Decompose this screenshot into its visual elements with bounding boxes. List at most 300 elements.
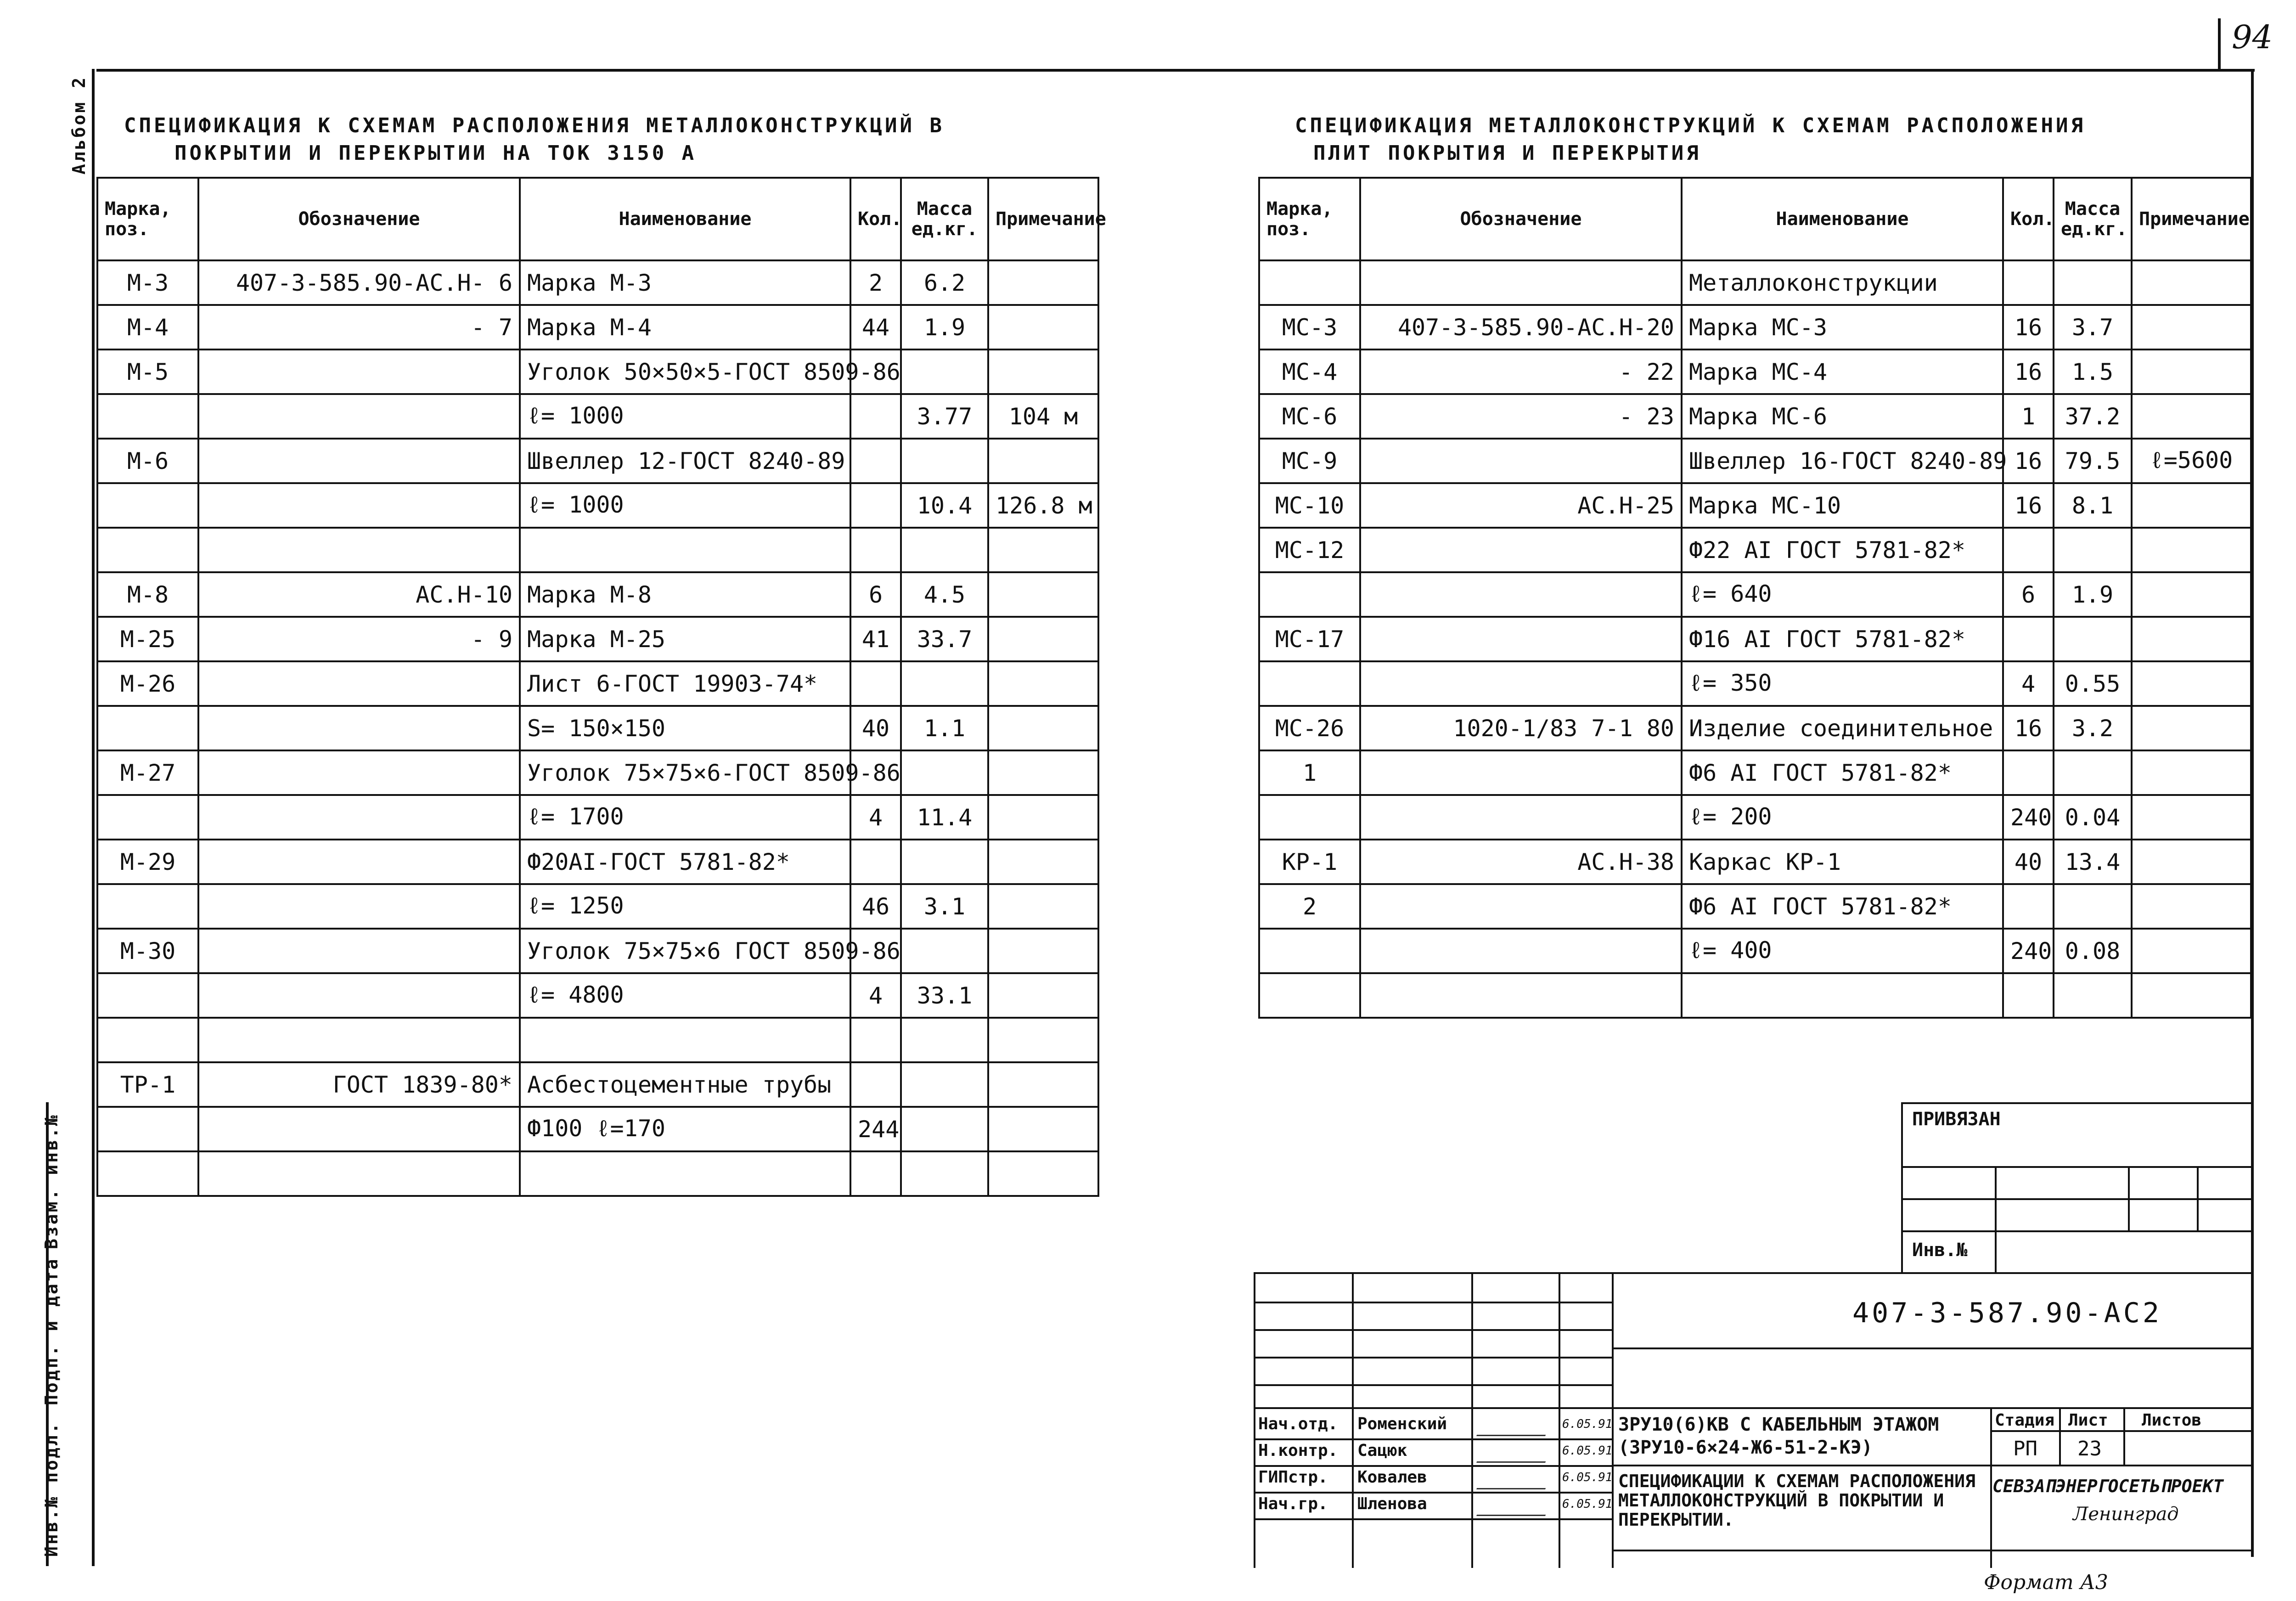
cell-designation: 1020-1/83 7-1 80: [1360, 706, 1682, 750]
staff-row: [1255, 1438, 1614, 1467]
staff-role: ГИПстр.: [1258, 1468, 1328, 1487]
cell-qty: [850, 1062, 901, 1107]
cell-note: ℓ=5600: [2132, 439, 2251, 483]
cell-mass: 13.4: [2054, 840, 2132, 884]
staff-row: [1255, 1492, 1614, 1520]
cell-qty: 4: [850, 795, 901, 840]
cell-qty: 16: [2003, 483, 2054, 528]
cell-designation: [198, 661, 520, 706]
cell-qty: 6: [2003, 572, 2054, 617]
cell-name: Марка МС-3: [1682, 305, 2003, 350]
cell-designation: [198, 795, 520, 840]
cell-qty: [2003, 260, 2054, 305]
cell-name: ℓ= 400: [1682, 929, 2003, 973]
cell-designation: [198, 750, 520, 795]
cell-designation: [1360, 973, 1682, 1018]
cell-qty: [850, 394, 901, 439]
header-note: Примечание: [2132, 178, 2251, 260]
cell-name: Марка МС-6: [1682, 394, 2003, 439]
cell-mark: МС-26: [1259, 706, 1360, 750]
cell-designation: [198, 929, 520, 973]
cell-note: [988, 840, 1098, 884]
cell-mass: [901, 528, 988, 572]
cell-qty: [2003, 617, 2054, 661]
cell-name: Ф6 АI ГОСТ 5781-82*: [1682, 884, 2003, 929]
cell-note: [2132, 884, 2251, 929]
cell-name: Асбестоцементные трубы: [520, 1062, 850, 1107]
cell-note: [2132, 483, 2251, 528]
cell-designation: [1360, 750, 1682, 795]
cell-qty: [2003, 528, 2054, 572]
table-row: [97, 661, 1098, 706]
header-mass: Масса ед.кг.: [2054, 178, 2132, 260]
cell-mass: 1.9: [2054, 572, 2132, 617]
table-row: [97, 750, 1098, 795]
cell-note: [988, 973, 1098, 1018]
cell-mass: [901, 661, 988, 706]
table-row: [97, 1018, 1098, 1062]
cell-designation: [1360, 528, 1682, 572]
cell-qty: 16: [2003, 305, 2054, 350]
table-row: [1259, 350, 2251, 394]
cell-name: ℓ= 350: [1682, 661, 2003, 706]
table-row: [97, 840, 1098, 884]
cell-designation: [198, 350, 520, 394]
cell-mass: [2054, 750, 2132, 795]
staff-name: Ковалев: [1357, 1468, 1427, 1487]
table-row: [1259, 661, 2251, 706]
cell-designation: - 7: [198, 305, 520, 350]
cell-mark: [97, 528, 198, 572]
cell-mass: 1.9: [901, 305, 988, 350]
cell-mass: [901, 439, 988, 483]
staff-name: Шленова: [1357, 1494, 1427, 1513]
staff-name: Сацюк: [1357, 1441, 1407, 1460]
cell-note: [2132, 394, 2251, 439]
cell-note: [988, 305, 1098, 350]
table-row: [1259, 439, 2251, 483]
table-row: [1259, 929, 2251, 973]
cell-qty: [2003, 884, 2054, 929]
cell-mark: М-6: [97, 439, 198, 483]
cell-note: [2132, 750, 2251, 795]
cell-designation: АС.Н-10: [198, 572, 520, 617]
cell-mark: 1: [1259, 750, 1360, 795]
cell-name: Марка М-25: [520, 617, 850, 661]
cell-mass: 1.1: [901, 706, 988, 750]
cell-designation: ГОСТ 1839-80*: [198, 1062, 520, 1107]
cell-note: [2132, 305, 2251, 350]
table-row: [97, 884, 1098, 929]
right-spec-title-1: СПЕЦИФИКАЦИЯ МЕТАЛЛОКОНСТРУКЦИЙ К СХЕМАМ РАСПОЛОЖЕНИЯ: [1295, 114, 2086, 137]
cell-mark: [1259, 973, 1360, 1018]
cell-note: [2132, 528, 2251, 572]
staff-signature: [1476, 1494, 1553, 1516]
cell-name: Марка М-4: [520, 305, 850, 350]
cell-mass: [901, 350, 988, 394]
cell-qty: 16: [2003, 439, 2054, 483]
cell-qty: [850, 1151, 901, 1196]
cell-designation: [1360, 617, 1682, 661]
cell-mark: 2: [1259, 884, 1360, 929]
cell-mark: [1259, 795, 1360, 840]
table-row: [1259, 706, 2251, 750]
staff-date: 6.05.91: [1562, 1417, 1613, 1431]
page-number: 94: [2232, 18, 2273, 56]
header-mark: Марка, поз.: [1259, 178, 1360, 260]
staff-name: Роменский: [1357, 1415, 1447, 1433]
cell-designation: [1360, 929, 1682, 973]
cell-note: [2132, 929, 2251, 973]
cell-mark: [97, 973, 198, 1018]
album-label: Альбом 2: [69, 75, 89, 175]
cell-mass: 79.5: [2054, 439, 2132, 483]
cell-mark: [1259, 929, 1360, 973]
privyazan-label: ПРИВЯЗАН: [1912, 1109, 2001, 1130]
table-row: [1259, 884, 2251, 929]
cell-designation: [1360, 572, 1682, 617]
cell-designation: [198, 706, 520, 750]
staff-date: 6.05.91: [1562, 1471, 1613, 1484]
cell-mass: [2054, 260, 2132, 305]
cell-note: 104 м: [988, 394, 1098, 439]
cell-designation: - 9: [198, 617, 520, 661]
object-name: ЗРУ10(6)КВ С КАБЕЛЬНЫМ ЭТАЖОМ: [1618, 1414, 1939, 1435]
cell-designation: [198, 1018, 520, 1062]
page-number-separator: [2218, 18, 2221, 69]
header-mark: Марка, поз.: [97, 178, 198, 260]
cell-qty: 16: [2003, 350, 2054, 394]
stage-value: РП: [2013, 1437, 2037, 1460]
cell-qty: 1: [2003, 394, 2054, 439]
cell-designation: [198, 394, 520, 439]
staff-date: 6.05.91: [1562, 1444, 1613, 1458]
table-row: [97, 260, 1098, 305]
cell-note: [988, 750, 1098, 795]
cell-name: ℓ= 1000: [520, 394, 850, 439]
cell-qty: 244: [850, 1107, 901, 1151]
table-row: [1259, 840, 2251, 884]
cell-mark: МС-12: [1259, 528, 1360, 572]
cell-mass: [901, 840, 988, 884]
cell-qty: 40: [850, 706, 901, 750]
cell-mass: [2054, 528, 2132, 572]
header-designation: Обозначение: [198, 178, 520, 260]
doc-code: 407-3-587.90-АС2: [1852, 1297, 2162, 1329]
table-row: [97, 350, 1098, 394]
cell-qty: [850, 483, 901, 528]
header-note: Примечание: [988, 178, 1098, 260]
table-row: [97, 305, 1098, 350]
title-block: [1254, 1272, 2253, 1568]
cell-note: [2132, 661, 2251, 706]
podp-data-label: Подп. и дата: [41, 1257, 62, 1405]
cell-designation: [198, 528, 520, 572]
cell-designation: 407-3-585.90-АС.Н- 6: [198, 260, 520, 305]
cell-designation: [198, 1151, 520, 1196]
cell-qty: 240: [2003, 929, 2054, 973]
cell-qty: 40: [2003, 840, 2054, 884]
cell-name: Марка М-3: [520, 260, 850, 305]
cell-mark: [97, 1107, 198, 1151]
table-row: [97, 795, 1098, 840]
table-row: [97, 439, 1098, 483]
cell-name: ℓ= 1250: [520, 884, 850, 929]
left-header-row: [97, 178, 1098, 260]
staff-row: [1255, 1412, 1614, 1440]
right-spec-title-2: ПЛИТ ПОКРЫТИЯ И ПЕРЕКРЫТИЯ: [1313, 141, 1701, 165]
cell-qty: [850, 528, 901, 572]
cell-designation: АС.Н-25: [1360, 483, 1682, 528]
cell-name: Ф6 АI ГОСТ 5781-82*: [1682, 750, 2003, 795]
table-row: [97, 572, 1098, 617]
cell-mark: [97, 706, 198, 750]
cell-mass: 3.7: [2054, 305, 2132, 350]
table-row: [97, 1151, 1098, 1196]
cell-note: 126.8 м: [988, 483, 1098, 528]
table-row: [1259, 750, 2251, 795]
cell-name: Уголок 75×75×6-ГОСТ 8509-86: [520, 750, 850, 795]
cell-name: ℓ= 640: [1682, 572, 2003, 617]
cell-mark: М-3: [97, 260, 198, 305]
table-row: [1259, 305, 2251, 350]
cell-note: [988, 617, 1098, 661]
header-designation: Обозначение: [1360, 178, 1682, 260]
cell-designation: [198, 840, 520, 884]
table-row: [1259, 260, 2251, 305]
cell-mark: КР-1: [1259, 840, 1360, 884]
cell-qty: 46: [850, 884, 901, 929]
cell-mark: МС-3: [1259, 305, 1360, 350]
cell-designation: [198, 884, 520, 929]
cell-mass: [901, 750, 988, 795]
cell-mark: М-8: [97, 572, 198, 617]
cell-name: Швеллер 12-ГОСТ 8240-89: [520, 439, 850, 483]
header-qty: Кол.: [2003, 178, 2054, 260]
cell-name: Металлоконструкции: [1682, 260, 2003, 305]
cell-name: Уголок 75×75×6 ГОСТ 8509-86: [520, 929, 850, 973]
cell-mass: [901, 1018, 988, 1062]
cell-qty: [2003, 750, 2054, 795]
cell-mass: 0.08: [2054, 929, 2132, 973]
cell-name: Швеллер 16-ГОСТ 8240-89: [1682, 439, 2003, 483]
cell-name: Марка М-8: [520, 572, 850, 617]
staff-signature: [1476, 1467, 1553, 1489]
cell-qty: 6: [850, 572, 901, 617]
cell-qty: [850, 439, 901, 483]
right-spec-table: [1258, 177, 2252, 1019]
cell-name: Ф22 АI ГОСТ 5781-82*: [1682, 528, 2003, 572]
table-row: [97, 483, 1098, 528]
cell-qty: 44: [850, 305, 901, 350]
cell-designation: [198, 483, 520, 528]
cell-mass: 11.4: [901, 795, 988, 840]
cell-mass: 3.2: [2054, 706, 2132, 750]
cell-note: [988, 350, 1098, 394]
cell-mass: [2054, 617, 2132, 661]
sheets-label: Листов: [2142, 1411, 2202, 1430]
cell-designation: [198, 1107, 520, 1151]
cell-mark: М-4: [97, 305, 198, 350]
cell-name: [520, 1151, 850, 1196]
cell-designation: 407-3-585.90-АС.Н-20: [1360, 305, 1682, 350]
cell-mass: 10.4: [901, 483, 988, 528]
cell-mark: МС-6: [1259, 394, 1360, 439]
table-row: [97, 394, 1098, 439]
cell-mass: 33.7: [901, 617, 988, 661]
staff-signature: [1476, 1440, 1553, 1463]
city: Ленинград: [2073, 1504, 2179, 1525]
cell-note: [2132, 617, 2251, 661]
staff-row: [1255, 1465, 1614, 1494]
cell-note: [988, 439, 1098, 483]
table-row: [1259, 617, 2251, 661]
format-label: Формат А3: [1984, 1571, 2108, 1594]
cell-note: [988, 528, 1098, 572]
cell-qty: 240: [2003, 795, 2054, 840]
cell-mark: [1259, 661, 1360, 706]
cell-mark: М-29: [97, 840, 198, 884]
cell-qty: 4: [2003, 661, 2054, 706]
left-spec-title-2: ПОКРЫТИИ И ПЕРЕКРЫТИИ НА ТОК 3150 А: [174, 141, 697, 165]
cell-mass: 0.04: [2054, 795, 2132, 840]
cell-designation: - 22: [1360, 350, 1682, 394]
cell-designation: [1360, 884, 1682, 929]
cell-name: Марка МС-4: [1682, 350, 2003, 394]
cell-name: Ф100 ℓ=170: [520, 1107, 850, 1151]
cell-mark: М-25: [97, 617, 198, 661]
cell-qty: [2003, 973, 2054, 1018]
table-row: [97, 929, 1098, 973]
cell-note: [2132, 260, 2251, 305]
cell-mark: М-27: [97, 750, 198, 795]
cell-name: [520, 1018, 850, 1062]
cell-name: Изделие соединительное: [1682, 706, 2003, 750]
frame-left-line: [92, 69, 95, 1566]
cell-note: [988, 795, 1098, 840]
cell-name: Марка МС-10: [1682, 483, 2003, 528]
table-row: [97, 528, 1098, 572]
cell-note: [988, 706, 1098, 750]
table-row: [1259, 483, 2251, 528]
cell-note: [2132, 572, 2251, 617]
cell-designation: [1360, 661, 1682, 706]
cell-mass: 0.55: [2054, 661, 2132, 706]
cell-note: [2132, 706, 2251, 750]
cell-designation: АС.Н-38: [1360, 840, 1682, 884]
cell-name: Ф16 АI ГОСТ 5781-82*: [1682, 617, 2003, 661]
sheet-value: 23: [2077, 1437, 2102, 1460]
cell-mass: 1.5: [2054, 350, 2132, 394]
header-qty: Кол.: [850, 178, 901, 260]
cell-qty: [850, 840, 901, 884]
cell-designation: [1360, 260, 1682, 305]
cell-name: S= 150×150: [520, 706, 850, 750]
cell-note: [988, 1151, 1098, 1196]
cell-name: ℓ= 4800: [520, 973, 850, 1018]
cell-note: [2132, 973, 2251, 1018]
table-row: [97, 973, 1098, 1018]
cell-name: Уголок 50×50×5-ГОСТ 8509-86: [520, 350, 850, 394]
cell-mark: [97, 1018, 198, 1062]
cell-note: [988, 1018, 1098, 1062]
cell-mark: [97, 394, 198, 439]
sheet-title: СПЕЦИФИКАЦИИ К СХЕМАМ РАСПОЛОЖЕНИЯ МЕТАЛЛОКОНСТРУКЦИЙ В ПОКРЫТИИ И ПЕРЕКРЫТИИ.: [1618, 1471, 1975, 1530]
cell-mass: [2054, 973, 2132, 1018]
cell-name: ℓ= 200: [1682, 795, 2003, 840]
cell-mark: [97, 483, 198, 528]
cell-mark: МС-17: [1259, 617, 1360, 661]
cell-mark: [97, 884, 198, 929]
cell-name: Лист 6-ГОСТ 19903-74*: [520, 661, 850, 706]
privyazan-inv-label: Инв.№: [1912, 1240, 1968, 1261]
cell-designation: - 23: [1360, 394, 1682, 439]
cell-note: [988, 929, 1098, 973]
cell-note: [988, 572, 1098, 617]
cell-name: ℓ= 1700: [520, 795, 850, 840]
cell-designation: [1360, 439, 1682, 483]
cell-mass: [901, 929, 988, 973]
table-row: [97, 617, 1098, 661]
sheet-label: Лист: [2068, 1411, 2108, 1430]
vzam-inv-label: Взам. инв.№: [41, 1113, 62, 1249]
cell-mass: [901, 1107, 988, 1151]
cell-name: [1682, 973, 2003, 1018]
header-mass: Масса ед.кг.: [901, 178, 988, 260]
cell-mark: МС-4: [1259, 350, 1360, 394]
cell-note: [988, 661, 1098, 706]
cell-mass: 33.1: [901, 973, 988, 1018]
cell-mark: М-26: [97, 661, 198, 706]
organization: СЕВЗАПЭНЕРГОСЕТЬПРОЕКТ: [1992, 1476, 2224, 1496]
cell-qty: [850, 1018, 901, 1062]
table-row: [97, 1062, 1098, 1107]
privyazan-block: [1901, 1102, 2252, 1274]
cell-mark: МС-9: [1259, 439, 1360, 483]
cell-mark: ТР-1: [97, 1062, 198, 1107]
cell-mass: 3.1: [901, 884, 988, 929]
cell-mark: [97, 1151, 198, 1196]
cell-mass: 8.1: [2054, 483, 2132, 528]
cell-qty: 41: [850, 617, 901, 661]
cell-mass: 4.5: [901, 572, 988, 617]
inv-podl-label: Инв.№ подл.: [41, 1421, 62, 1557]
cell-qty: 16: [2003, 706, 2054, 750]
staff-role: Нач.отд.: [1258, 1415, 1338, 1433]
header-name: Наименование: [520, 178, 850, 260]
staff-role: Н.контр.: [1258, 1441, 1338, 1460]
cell-mass: [901, 1062, 988, 1107]
object-code: (ЗРУ10-6×24-Ж6-51-2-КЭ): [1618, 1437, 1873, 1458]
cell-note: [2132, 350, 2251, 394]
frame-top-line: [96, 69, 2255, 72]
table-row: [1259, 572, 2251, 617]
cell-mark: М-5: [97, 350, 198, 394]
cell-designation: [1360, 795, 1682, 840]
cell-mark: МС-10: [1259, 483, 1360, 528]
cell-mark: [1259, 260, 1360, 305]
cell-name: [520, 528, 850, 572]
cell-mass: 3.77: [901, 394, 988, 439]
table-row: [1259, 528, 2251, 572]
cell-designation: [198, 973, 520, 1018]
table-row: [1259, 394, 2251, 439]
table-row: [97, 1107, 1098, 1151]
cell-designation: [198, 439, 520, 483]
table-row: [97, 706, 1098, 750]
left-spec-table: [96, 177, 1106, 1197]
cell-mass: 6.2: [901, 260, 988, 305]
